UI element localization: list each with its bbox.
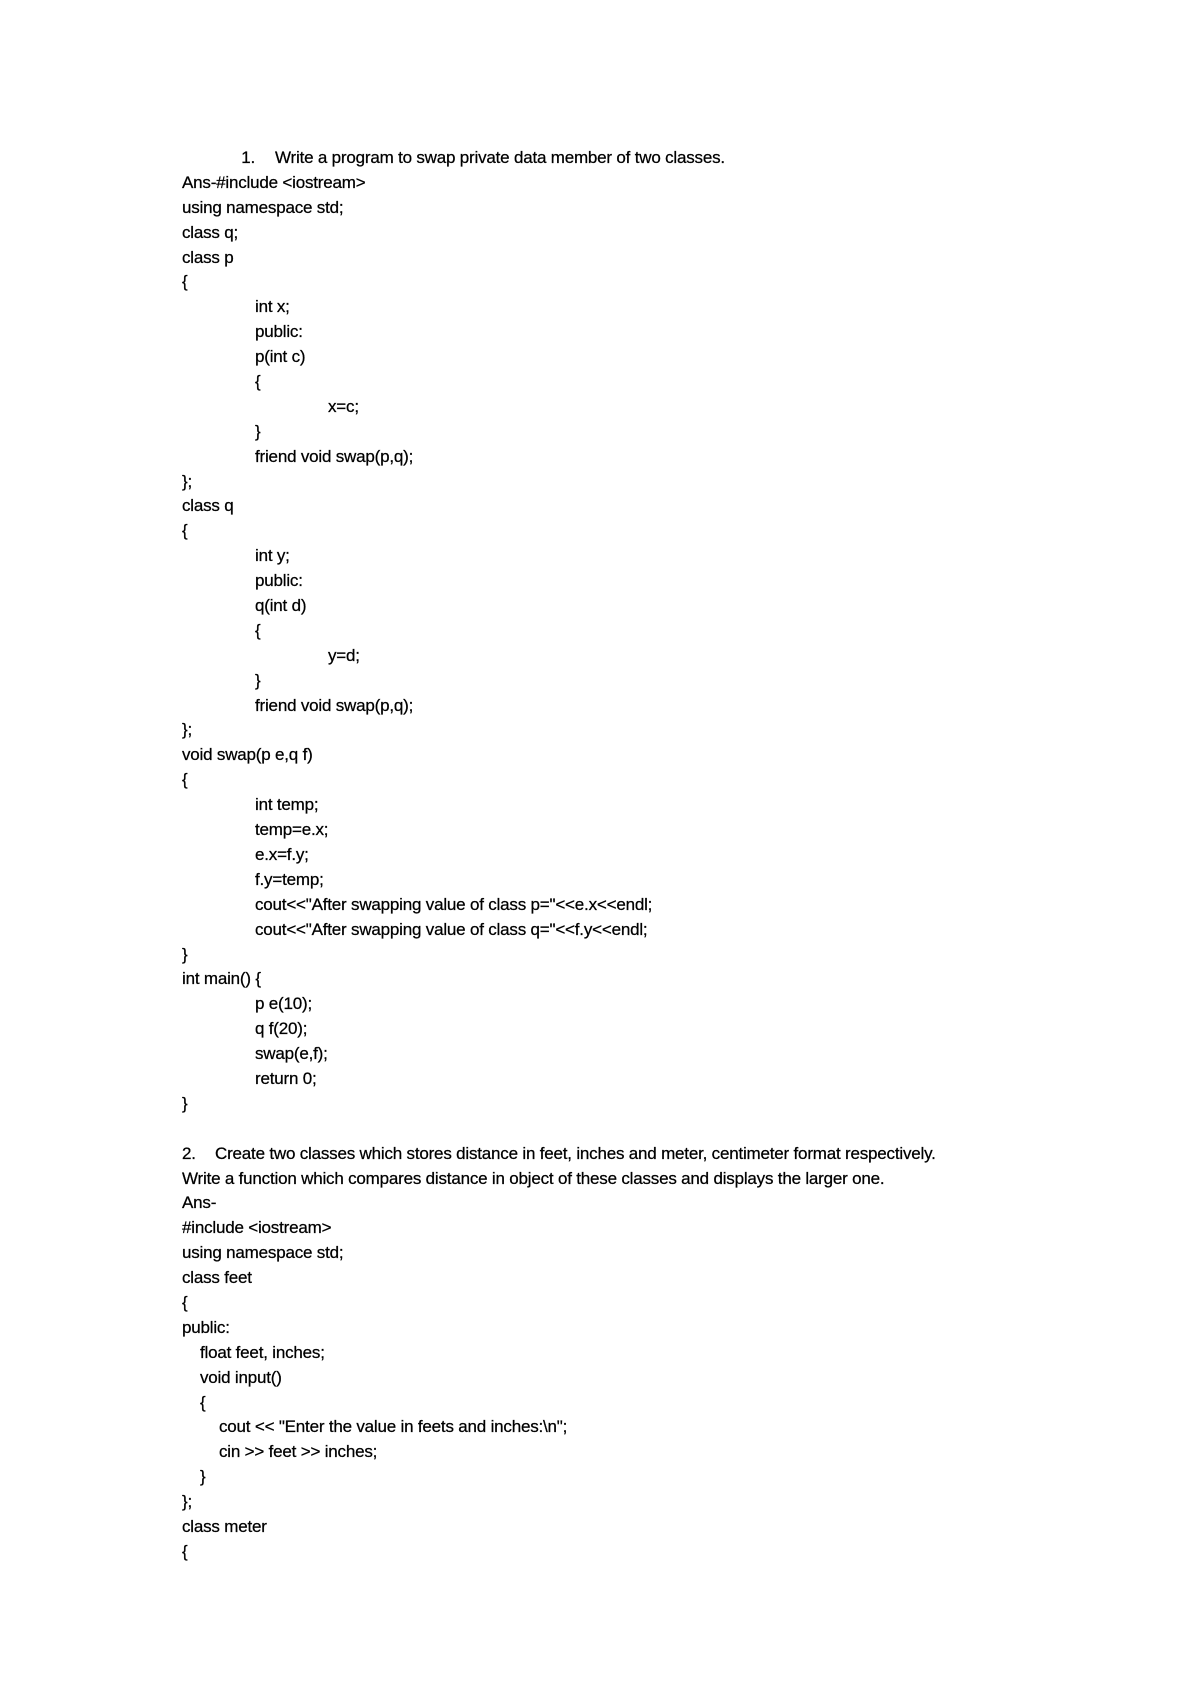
- code-line: {: [182, 1292, 188, 1312]
- code-line: public:: [255, 571, 303, 591]
- code-line: {: [255, 372, 261, 392]
- question-1-text: Write a program to swap private data member of two classes.: [275, 148, 725, 167]
- code-line: public:: [255, 322, 303, 342]
- code-line: int temp;: [255, 795, 319, 815]
- code-line: #include <iostream>: [182, 1218, 332, 1238]
- code-line: {: [182, 272, 188, 292]
- code-line: class q;: [182, 222, 239, 242]
- code-line: }: [182, 1093, 188, 1113]
- code-line: q f(20);: [255, 1019, 308, 1039]
- code-line: };: [182, 720, 193, 740]
- code-line: e.x=f.y;: [255, 844, 309, 864]
- question-1-number: 1.: [241, 148, 255, 167]
- question-2-heading: [182, 1142, 1162, 1167]
- question-2-text-continued: Write a function which compares distance in object of these classes and displays the larger one.: [182, 1168, 885, 1188]
- code-line: friend void swap(p,q);: [255, 695, 414, 715]
- code-line: q(int d): [255, 596, 307, 616]
- code-line: class meter: [182, 1516, 267, 1536]
- code-line: Ans-#include <iostream>: [182, 172, 366, 192]
- code-line: return 0;: [255, 1068, 317, 1088]
- code-line: f.y=temp;: [255, 869, 324, 889]
- question-2-number: 2.: [182, 1143, 196, 1163]
- code-line: y=d;: [328, 645, 360, 665]
- code-line: class feet: [182, 1268, 252, 1288]
- code-line: class q: [182, 496, 234, 516]
- code-line: cin >> feet >> inches;: [219, 1442, 378, 1462]
- code-line: float feet, inches;: [200, 1342, 325, 1362]
- code-line: };: [182, 471, 193, 491]
- code-line: cout << "Enter the value in feets and inches:\n";: [219, 1417, 568, 1437]
- code-line: }: [255, 670, 261, 690]
- question-2-code: [182, 1191, 1162, 1564]
- document-content: [182, 146, 1162, 1565]
- code-line: {: [255, 620, 261, 640]
- question-1-code: [182, 171, 1162, 1117]
- code-line: void swap(p e,q f): [182, 745, 313, 765]
- code-line: p e(10);: [255, 994, 312, 1014]
- code-line: public:: [182, 1317, 230, 1337]
- code-line: Ans-: [182, 1193, 217, 1213]
- code-line: friend void swap(p,q);: [255, 446, 414, 466]
- code-line: class p: [182, 247, 234, 267]
- code-line: }: [182, 944, 188, 964]
- code-line: {: [182, 1541, 188, 1561]
- code-line: swap(e,f);: [255, 1044, 328, 1064]
- code-line: {: [182, 770, 188, 790]
- code-line: cout<<"After swapping value of class p="<<e.x<<endl;: [255, 894, 653, 914]
- paragraph-gap: [182, 1117, 1162, 1142]
- code-line: using namespace std;: [182, 197, 344, 217]
- code-line: }: [255, 421, 261, 441]
- code-line: };: [182, 1492, 193, 1512]
- code-line: temp=e.x;: [255, 820, 329, 840]
- code-line: p(int c): [255, 347, 306, 367]
- code-line: x=c;: [328, 396, 359, 416]
- code-line: int y;: [255, 546, 290, 566]
- code-line: {: [200, 1392, 206, 1412]
- code-line: using namespace std;: [182, 1243, 344, 1263]
- code-line: void input(): [200, 1367, 282, 1387]
- code-line: }: [200, 1467, 206, 1487]
- code-line: int main() {: [182, 969, 261, 989]
- code-line: {: [182, 521, 188, 541]
- code-line: cout<<"After swapping value of class q="<<f.y<<endl;: [255, 919, 648, 939]
- question-2-text: Create two classes which stores distance in feet, inches and meter, centimeter format respectively.: [215, 1143, 936, 1163]
- question-1-heading: [182, 146, 1162, 171]
- code-line: int x;: [255, 297, 290, 317]
